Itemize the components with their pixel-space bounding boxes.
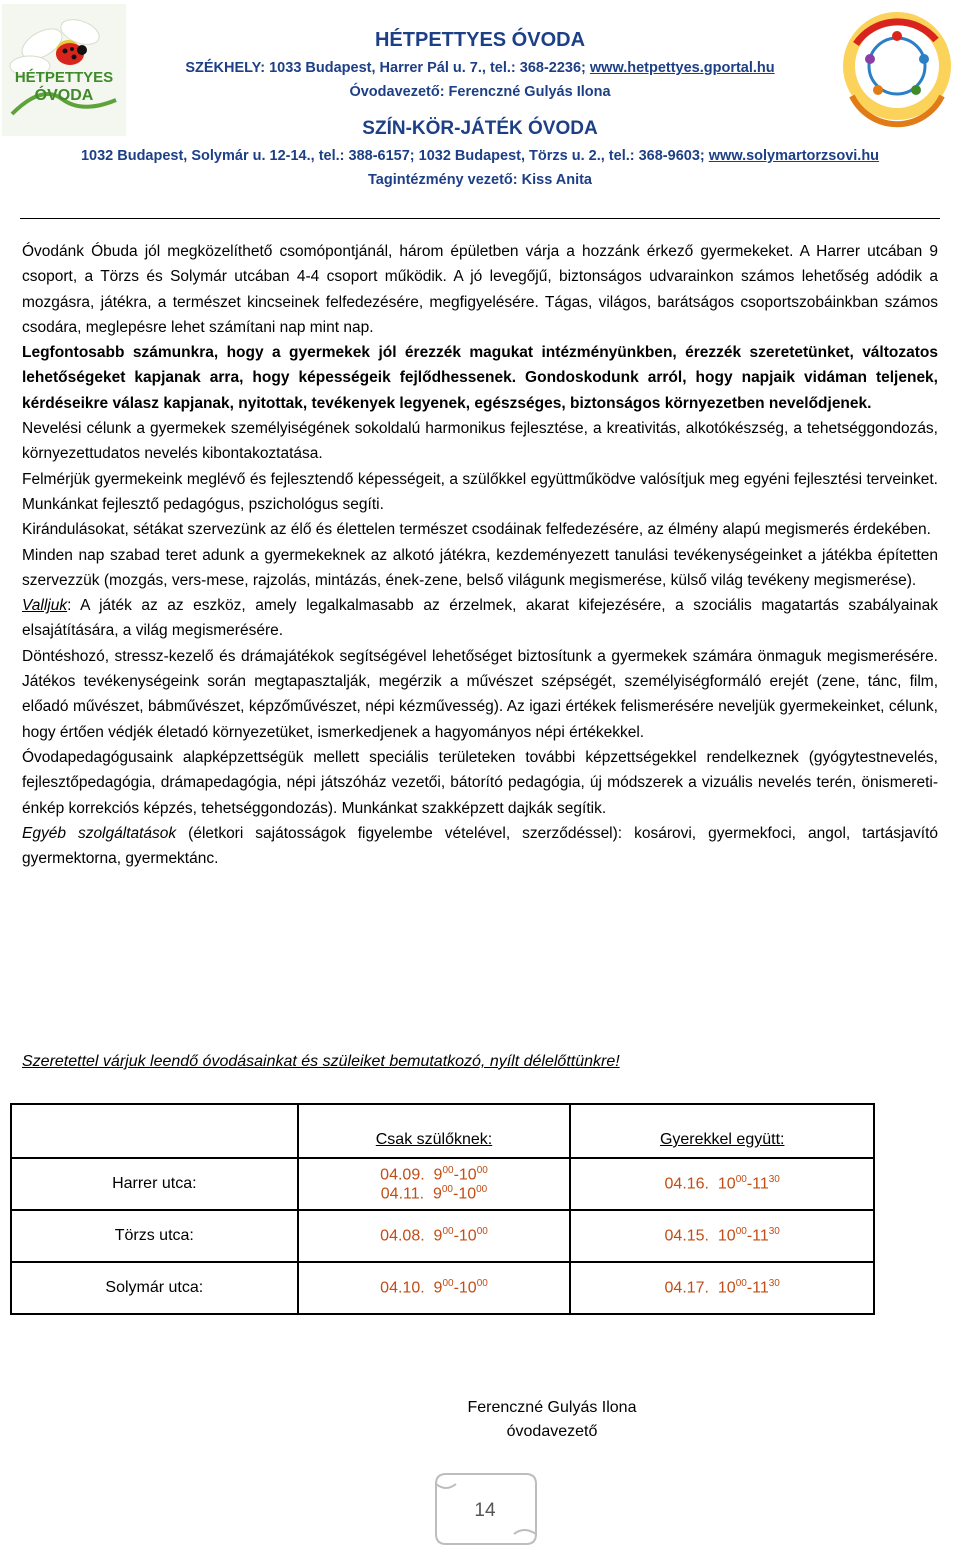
member-kindergarten-title: SZÍN-KÖR-JÁTÉK ÓVODA xyxy=(362,118,598,139)
header-parents-only: Csak szülőknek: xyxy=(298,1104,571,1158)
table-row-solymar xyxy=(11,1262,874,1314)
kids-times-cell: 04.15. $10^{00}-11^{30}$ xyxy=(570,1210,874,1262)
parents-times-cell xyxy=(298,1158,571,1210)
beliefs-text: : A játék az az eszköz, amely legalkalmasabb az érzelmek, akarat kifejezésére, a szociális magatartás szabályainak elsajátítására, a világ megismerésére. xyxy=(22,597,938,640)
paragraph-beliefs xyxy=(22,593,938,644)
member-address-line xyxy=(0,148,960,164)
signature-role: óvodavezető xyxy=(506,1423,598,1440)
open-day-schedule-table xyxy=(10,1103,875,1315)
hetpettyes-website-link[interactable]: www.hetpettyes.gportal.hu xyxy=(589,60,775,76)
director-line: Óvodavezető: Ferenczné Gulyás Ilona xyxy=(349,84,611,100)
solymartorzs-website-link[interactable]: www.solymartorzsovi.hu xyxy=(708,148,880,164)
kids-times-cell: 04.17. $10^{00}-11^{30}$ xyxy=(570,1262,874,1314)
paragraph-services xyxy=(22,821,938,872)
logo-left-text: HÉTPETTYES xyxy=(14,69,114,86)
paragraph-priorities: Legfontosabb számunkra, hogy a gyermekek jól érezzék magukat intézményünkben, érezzék szeretetünket, változatos lehetőségeket kapjanak arra, hogy képességeik fejlődhessenek. Gondoskodunk arról, hogy napjaik vidáman teljenek, kérdéseikre válasz kapjanak, nyitottak, tevékenyek legyenek, egészséges, biztonságos környezetben nevelődjenek. xyxy=(22,344,938,412)
signature-block xyxy=(400,1396,704,1444)
open-day-invitation: Szeretettel várjuk leendő óvodásainkat és szüleiket bemutatkozó, nyílt délelőttünkre! xyxy=(22,1053,620,1070)
time-slot: 04.09. $9^{00}-10^{00}$ xyxy=(380,1164,488,1183)
paragraph-assessment: Felmérjük gyermekeink meglévő és fejlesztendő képességeit, a szülőkkel együttműködve valósítjuk meg egyéni fejlesztési terveinket. Munkánkat fejlesztő pedagógus, pszichológus segíti. xyxy=(22,470,938,513)
introduction-text xyxy=(22,239,938,871)
parents-times-cell: 04.08. $9^{00}-10^{00}$ xyxy=(298,1210,571,1262)
place-cell: Törzs utca: xyxy=(11,1210,298,1262)
paragraph-intro: Óvodánk Óbuda jól megközelíthető csomópontjánál, három épületben várja a hozzánk érkező gyermekeket. A Harrer utcában 9 csoport, a Törzs és Solymár utcában 4-4 csoport működik. A jó levegőjű, biztonságos udvarainkon számos lehetőség adódik a mozgásra, játékra, a természet kincseinek felfedezésére, megfigyelésére. Tágas, világos, barátságos csoportszobáinkban számos csodára, meglepésre lehet számítani nap mint nap. xyxy=(22,243,938,336)
table-row-torzs xyxy=(11,1210,874,1262)
paragraph-drama: Döntéshozó, stressz-kezelő és drámajátékok segítségével lehetőséget biztosítunk a gyermekek számára önmaguk megismerésére. Játékos tevékenységeink során megtapasztalják, megérzik a művészet szépségét, személyiségformáló erejét (zene, tánc, film, előadó művészet, bábművészet, képzőművészet, népi kézművesség). Az igazi értékek felismerésére neveljük gyermekeinket, célunk, hogy értően védjék életadó környezetüket, ismerkedjenek a hagyományos népi értékekkel. xyxy=(22,647,938,741)
page-number: 14 xyxy=(474,1500,496,1521)
table-header-row xyxy=(11,1104,874,1158)
member-address: 1032 Budapest, Solymár u. 12-14., tel.: 388-6157; 1032 Budapest, Törzs u. 2., tel.: 368-9603; xyxy=(80,148,709,164)
letterhead xyxy=(0,0,960,222)
member-head-line: Tagintézmény vezető: Kiss Anita xyxy=(368,172,592,188)
header-with-children: Gyerekkel együtt: xyxy=(570,1104,874,1158)
svg-text:ÓVODA: ÓVODA xyxy=(34,87,94,104)
time-slot: 04.11. $9^{00}-10^{00}$ xyxy=(380,1184,488,1203)
signature-name: Ferenczné Gulyás Ilona xyxy=(467,1399,637,1416)
kindergarten-title: HÉTPETTYES ÓVODA xyxy=(374,29,586,51)
paragraph-teachers: Óvodapedagógusaink alapképzettségük mellett speciális területeken további képzettségekkel rendelkeznek (gyógytestnevelés, fejlesztőpedagógia, drámapedagógia, népi játszóház vezetői, bátorító pedagógia, új módszerek a vizuális nevelés terén, önismereti-énkép korrekciós képzés, tehetséggondozás). Munkánkat szakképzett dajkák segítik. xyxy=(22,748,938,817)
headquarters-address: SZÉKHELY: 1033 Budapest, Harrer Pál u. 7., tel.: 368-2236; xyxy=(185,60,590,76)
services-label: Egyéb szolgáltatások xyxy=(22,824,177,842)
services-text: (életkori sajátosságok figyelembe vételével, szerződéssel): kosárovi, gyermekfoci, angol, tartásjavító gyermektorna, gyermektánc. xyxy=(22,824,938,868)
paragraph-excursions: Kirándulásokat, sétákat szervezünk az élő és élettelen természet csodáinak felfedezésére, az élmény alapú megismerés érdekében. xyxy=(22,521,931,539)
parents-times-cell: 04.10. $9^{00}-10^{00}$ xyxy=(298,1262,571,1314)
header-divider xyxy=(20,218,940,219)
paragraph-play: Minden nap szabad teret adunk a gyermekeknek az alkotó játékra, kezdeményezett tanulási tevékenységeinket a játékba építetten szervezzük (mozgás, vers-mese, rajzolás, mintázás, ének-zene, belső világunk megismerése, külső világ tevékeny megismerése). xyxy=(22,546,938,589)
headquarters-line xyxy=(0,60,960,76)
place-cell: Harrer utca: xyxy=(11,1158,298,1210)
kids-times-cell: 04.16. $10^{00}-11^{30}$ xyxy=(570,1158,874,1210)
paragraph-goals: Nevelési célunk a gyermekek személyiségének sokoldalú harmonikus fejlesztése, a kreativitás, alkotókészség, a tehetséggondozás, környezettudatos nevelés kibontakoztatása. xyxy=(22,420,938,463)
header-empty-cell xyxy=(11,1104,298,1158)
place-cell: Solymár utca: xyxy=(11,1262,298,1314)
beliefs-label: Valljuk xyxy=(22,597,68,615)
table-row-harrer xyxy=(11,1158,874,1210)
